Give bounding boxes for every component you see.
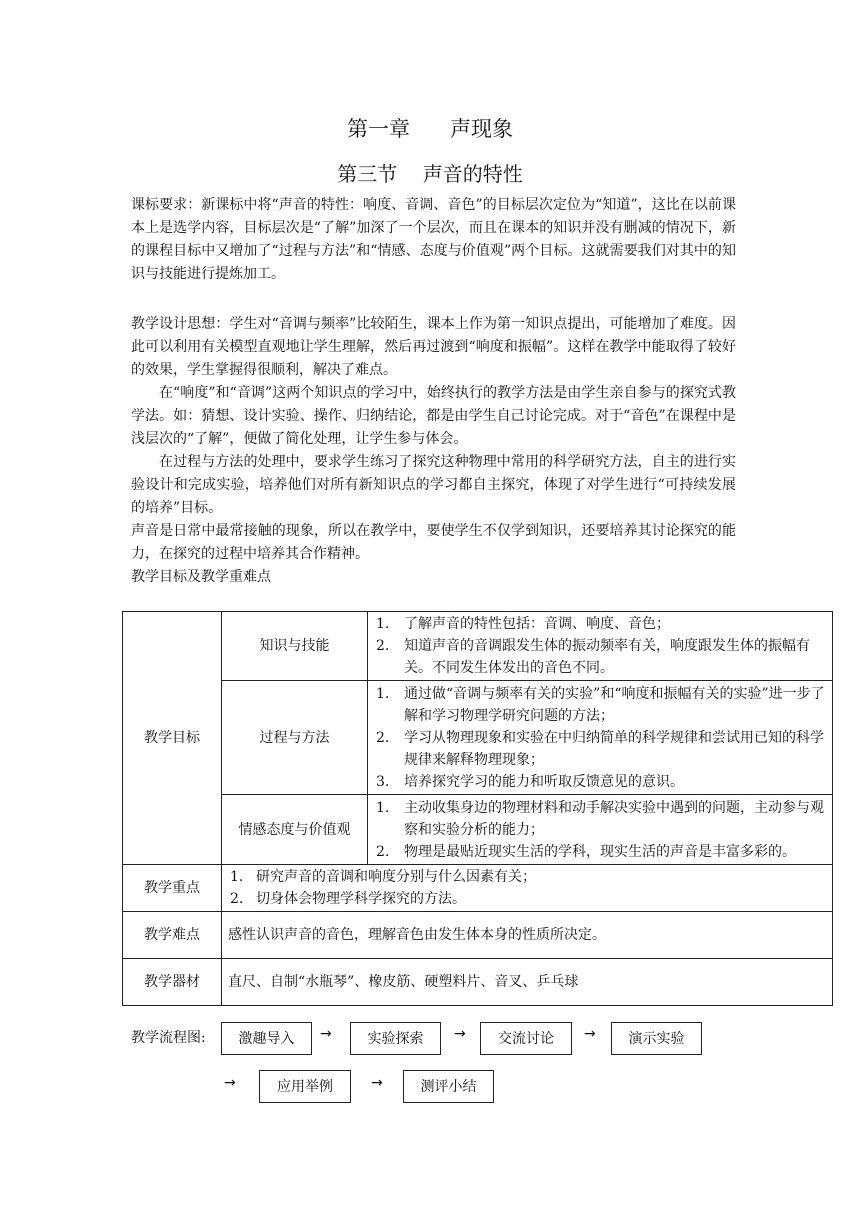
attitude-list <box>374 797 828 863</box>
knowledge-items-cell <box>368 612 833 681</box>
difficulty-label-cell: 教学难点 <box>123 912 222 959</box>
flow-arrow: → <box>584 1026 596 1042</box>
flow-arrow: → <box>371 1075 383 1091</box>
flow-step-assess: 测评小结 <box>403 1070 494 1103</box>
attitude-label-cell: 情感态度与价值观 <box>222 795 368 865</box>
flow-arrow: → <box>454 1026 466 1042</box>
list-item: 3. 培养探究学习的能力和听取反馈意见的意识。 <box>376 773 684 790</box>
equipment-label-cell: 教学器材 <box>123 959 222 1006</box>
flow-step-discuss: 交流讨论 <box>480 1022 572 1055</box>
list-item: 1. 研究声音的音调和响度分别与什么因素有关； <box>230 869 536 885</box>
table-row <box>123 959 833 1006</box>
flow-arrow: → <box>320 1026 332 1042</box>
key-points-list <box>228 866 826 910</box>
flow-step-apply: 应用举例 <box>259 1070 351 1103</box>
daily-phenomenon-paragraph: 声音是日常中最常接触的现象，所以在教学中，要使学生不仅学到知识，还要培养其讨论探究的能力，在探究的过程中培养其合作精神。 <box>131 523 736 562</box>
flow-step-intro: 激趣导入 <box>221 1022 312 1055</box>
list-item: 1. 了解声音的特性包括：音调、响度、音色； <box>376 616 670 632</box>
process-method-paragraph: 在过程与方法的处理中，要求学生练习了探究这种物理中常用的科学研究方法，自主的进行实验设计和完成实验，培养他们对所有新知识点的学习都自主探究，体现了对学生进行“可持续发展的培养”目标。 <box>131 454 736 516</box>
table-row <box>123 681 833 795</box>
section-title: 第三节 声音的特性 <box>337 162 523 186</box>
chapter-title: 第一章 声现象 <box>346 117 514 141</box>
list-item: 2. 物理是最贴近现实生活的学科，现实生活的声音是丰富多彩的。 <box>376 843 796 860</box>
list-item: 1. 通过做“音调与频率有关的实验”和“响度和振幅有关的实验”进一步了解和学习物理学研究问题的方法； <box>376 685 825 724</box>
process-items-cell <box>368 681 833 795</box>
list-item: 2. 知道声音的音调跟发生体的振动频率有关，响度跟发生体的振幅有关。不同发生体发出的音色不同。 <box>376 638 810 676</box>
flow-step-explore: 实验探索 <box>350 1022 441 1055</box>
list-item: 1. 主动收集身边的物理材料和动手解决实验中遇到的问题，主动参与观察和实验分析的能力； <box>376 799 824 838</box>
list-item: 2. 切身体会物理学科学探究的方法。 <box>230 891 466 907</box>
difficulty-text-cell: 感性认识声音的音色，理解音色由发生体本身的性质所决定。 <box>222 912 833 959</box>
flowchart-label: 教学流程图: <box>131 1030 206 1046</box>
knowledge-label-cell: 知识与技能 <box>222 612 368 681</box>
table-row <box>123 612 833 681</box>
flow-arrow: → <box>224 1075 236 1091</box>
goals-label-cell: 教学目标 <box>123 612 222 865</box>
flow-step-demo: 演示实验 <box>611 1022 702 1055</box>
table-row <box>123 865 833 912</box>
process-list <box>374 683 828 793</box>
design-idea-paragraph: 教学设计思想：学生对“音调与频率”比较陌生，课本上作为第一知识点提出，可能增加了难度。因此可以利用有关模型直观地让学生理解，然后再过渡到“响度和振幅”。这样在教学中能取得了较好的效果，学生掌握得很顺利，解决了难点。 <box>131 316 736 378</box>
key-points-label-cell: 教学重点 <box>123 865 222 912</box>
process-label-cell: 过程与方法 <box>222 681 368 795</box>
curriculum-requirement-paragraph: 课标要求：新课标中将“声音的特性：响度、音调、音色”的目标层次定位为“知道”，这比在以前课本上是选学内容，目标层次是“了解”加深了一个层次，而且在课本的知识并没有删减的情况下，新的课程目标中又增加了“过程与方法”和“情感、态度与价值观”两个目标。这就需要我们对其中的知识与技能进行提炼加工。 <box>131 197 736 282</box>
key-points-items-cell <box>222 865 833 912</box>
table-row <box>123 912 833 959</box>
inquiry-method-paragraph: 在“响度”和“音调”这两个知识点的学习中，始终执行的教学方法是由学生亲自参与的探究式教学法。如：猜想、设计实验、操作、归纳结论，都是由学生自己讨论完成。对于“音色”在课程中是浅层次的“了解”，便做了简化处理，让学生参与体会。 <box>131 385 736 447</box>
goals-heading: 教学目标及教学重难点 <box>131 569 271 585</box>
attitude-items-cell <box>368 795 833 865</box>
list-item: 2. 学习从物理现象和实验在中归纳简单的科学规律和尝试用已知的科学规律来解释物理现象； <box>376 729 824 768</box>
table-row <box>123 795 833 865</box>
knowledge-list <box>374 613 828 679</box>
teaching-goals-table <box>122 611 833 1006</box>
equipment-text-cell: 直尺、自制“水瓶琴”、橡皮筋、硬塑料片、音叉、乒乓球 <box>222 959 833 1006</box>
